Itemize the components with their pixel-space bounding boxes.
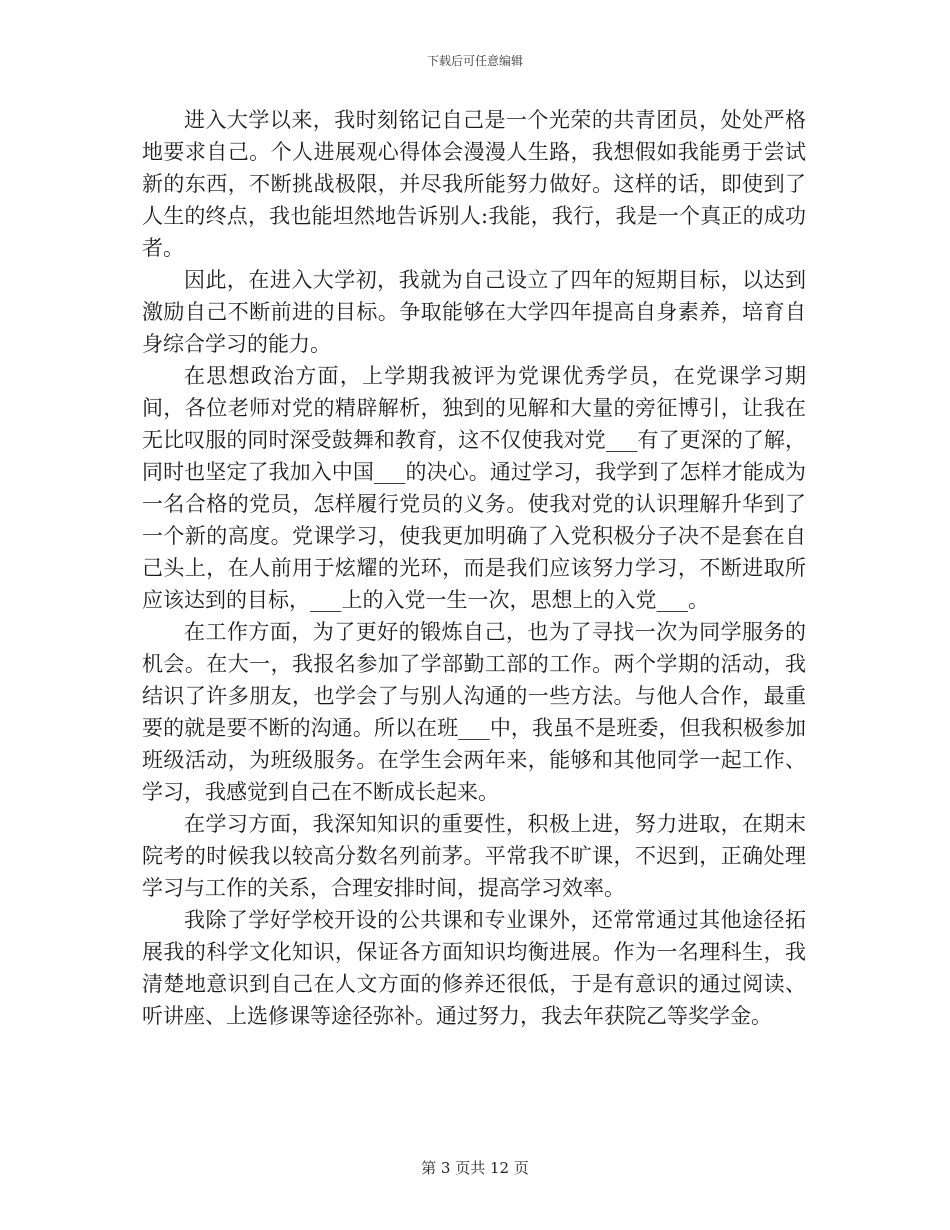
paragraph-goals: 因此，在进入大学初，我就为自己设立了四年的短期目标，以达到激励自己不断前进的目标。争取能够在大学四年提高自身素养，培育自身综合学习的能力。	[142, 268, 806, 356]
document-body	[142, 104, 806, 1032]
paragraph-study: 在学习方面，我深知知识的重要性，积极上进，努力进取，在期末院考的时候我以较高分数名列前茅。平常我不旷课，不迟到，正确处理学习与工作的关系，合理安排时间，提高学习效率。	[142, 812, 806, 900]
paragraph-work: 在工作方面，为了更好的锻炼自己，也为了寻找一次为同学服务的机会。在大一，我报名参加了学部勤工部的工作。两个学期的活动，我结识了许多朋友，也学会了与别人沟通的一些方法。与他人合作，最重要的就是要不断的沟通。所以在班___中，我虽不是班委，但我积极参加班级活动，为班级服务。在学生会两年来，能够和其他同学一起工作、学习，我感觉到自己在不断成长起来。	[142, 620, 806, 804]
page-number: 第 3 页共 12 页	[421, 1159, 529, 1177]
paragraph-intro: 进入大学以来，我时刻铭记自己是一个光荣的共青团员，处处严格地要求自己。个人进展观心得体会漫漫人生路，我想假如我能勇于尝试新的东西，不断挑战极限，并尽我所能努力做好。这样的话，即使到了人生的终点，我也能坦然地告诉别人:我能，我行，我是一个真正的成功者。	[142, 108, 806, 260]
paragraph-knowledge: 我除了学好学校开设的公共课和专业课外，还常常通过其他途径拓展我的科学文化知识，保证各方面知识均衡进展。作为一名理科生，我清楚地意识到自己在人文方面的修养还很低，于是有意识的通过阅读、听讲座、上选修课等途径弥补。通过努力，我去年获院乙等奖学金。	[142, 908, 806, 1028]
header-note: 下载后可任意编辑	[426, 54, 523, 68]
paragraph-political: 在思想政治方面，上学期我被评为党课优秀学员，在党课学习期间，各位老师对党的精辟解析，独到的见解和大量的旁征博引，让我在无比叹服的同时深受鼓舞和教育，这不仅使我对党___有了更深的了解，同时也坚定了我加入中国___的决心。通过学习，我学到了怎样才能成为一名合格的党员，怎样履行党员的义务。使我对党的认识理解升华到了一个新的高度。党课学习，使我更加明确了入党积极分子决不是套在自己头上，在人前用于炫耀的光环，而是我们应该努力学习，不断进取所应该达到的目标，___上的入党一生一次，思想上的入党___。	[142, 364, 806, 612]
